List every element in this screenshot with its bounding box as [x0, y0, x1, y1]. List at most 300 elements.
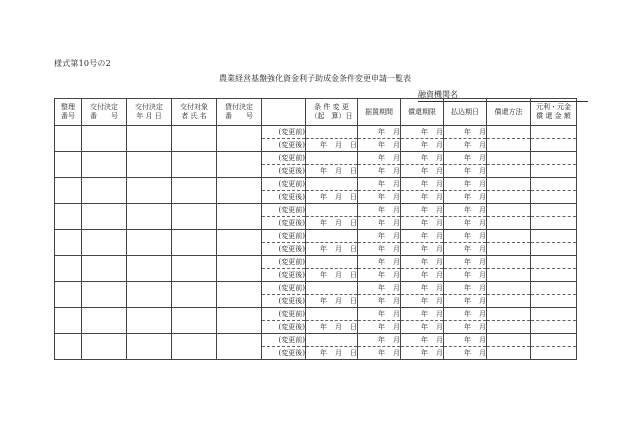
year-unit: 年	[378, 284, 385, 292]
ganri-cell[interactable]	[531, 347, 577, 360]
month-unit: 月	[436, 167, 443, 175]
shokan-kigen-cell[interactable]	[401, 334, 444, 347]
haraikomi-cell[interactable]	[444, 308, 487, 321]
year-unit: 年	[378, 271, 385, 279]
ganri-cell[interactable]	[531, 308, 577, 321]
day-unit: 日	[350, 141, 357, 149]
month-unit: 月	[479, 167, 486, 175]
day-unit: 日	[350, 219, 357, 227]
ganri-cell[interactable]	[531, 178, 577, 191]
header-shokan-hoho: 償還方法	[487, 99, 531, 126]
kashitsuke-cell[interactable]	[217, 230, 262, 256]
kashitsuke-cell[interactable]	[217, 334, 262, 360]
month-unit: 月	[479, 336, 486, 344]
haraikomi-cell[interactable]	[444, 230, 487, 243]
year-unit: 年	[320, 141, 327, 149]
day-unit: 日	[350, 167, 357, 175]
month-unit: 月	[436, 141, 443, 149]
shokan-kigen-cell[interactable]	[401, 230, 444, 243]
month-unit: 月	[479, 206, 486, 214]
document-title: 農業経営基盤強化資金利子助成金条件変更申請一覧表	[219, 74, 411, 83]
shokan-kigen-cell[interactable]	[401, 243, 444, 256]
month-unit: 月	[393, 323, 400, 331]
year-unit: 年	[378, 167, 385, 175]
header-seiri: 整理 番号	[55, 99, 82, 126]
change-date-cell[interactable]	[306, 139, 358, 152]
kofu-target-cell[interactable]	[172, 308, 217, 334]
haraikomi-cell[interactable]	[444, 217, 487, 230]
sueoki-cell[interactable]	[358, 178, 401, 191]
change-date-cell[interactable]	[306, 243, 358, 256]
year-unit: 年	[421, 141, 428, 149]
kofu-target-cell[interactable]	[172, 282, 217, 308]
kofu-date-cell[interactable]	[127, 204, 172, 230]
haraikomi-cell[interactable]	[444, 321, 487, 334]
month-unit: 月	[436, 284, 443, 292]
ganri-cell[interactable]	[531, 243, 577, 256]
year-unit: 年	[464, 271, 471, 279]
kofu-no-cell[interactable]	[82, 256, 127, 282]
seiri-cell[interactable]	[55, 178, 82, 204]
change-before-label: (変更前)	[262, 282, 306, 295]
ganri-cell[interactable]	[531, 126, 577, 139]
seiri-cell[interactable]	[55, 256, 82, 282]
year-unit: 年	[320, 167, 327, 175]
year-unit: 年	[378, 323, 385, 331]
kofu-no-cell[interactable]	[82, 308, 127, 334]
shokan-hoho-cell[interactable]	[487, 152, 531, 165]
change-date-cell[interactable]	[306, 334, 358, 347]
table-row-before	[55, 256, 577, 269]
change-date-cell[interactable]	[306, 347, 358, 360]
sueoki-cell[interactable]	[358, 269, 401, 282]
sueoki-cell[interactable]	[358, 126, 401, 139]
year-unit: 年	[320, 219, 327, 227]
month-unit: 月	[393, 232, 400, 240]
kofu-date-cell[interactable]	[127, 334, 172, 360]
haraikomi-cell[interactable]	[444, 269, 487, 282]
kofu-target-cell[interactable]	[172, 204, 217, 230]
month-unit: 月	[335, 193, 342, 201]
year-unit: 年	[378, 180, 385, 188]
month-unit: 月	[479, 219, 486, 227]
year-unit: 年	[464, 232, 471, 240]
kofu-no-cell[interactable]	[82, 204, 127, 230]
haraikomi-cell[interactable]	[444, 295, 487, 308]
sueoki-cell[interactable]	[358, 139, 401, 152]
month-unit: 月	[436, 245, 443, 253]
month-unit: 月	[436, 180, 443, 188]
day-unit: 日	[350, 297, 357, 305]
change-before-label: (変更前)	[262, 204, 306, 217]
kofu-date-cell[interactable]	[127, 230, 172, 256]
kofu-target-cell[interactable]	[172, 178, 217, 204]
year-unit: 年	[421, 310, 428, 318]
header-sueoki: 据置期間	[358, 99, 401, 126]
kashitsuke-cell[interactable]	[217, 282, 262, 308]
kofu-no-cell[interactable]	[82, 178, 127, 204]
year-unit: 年	[378, 128, 385, 136]
sueoki-cell[interactable]	[358, 321, 401, 334]
shokan-hoho-cell[interactable]	[487, 347, 531, 360]
kashitsuke-cell[interactable]	[217, 152, 262, 178]
year-unit: 年	[464, 284, 471, 292]
year-unit: 年	[464, 310, 471, 318]
month-unit: 月	[335, 141, 342, 149]
year-unit: 年	[464, 167, 471, 175]
kofu-target-cell[interactable]	[172, 230, 217, 256]
month-unit: 月	[393, 154, 400, 162]
kofu-date-cell[interactable]	[127, 256, 172, 282]
seiri-cell[interactable]	[55, 230, 82, 256]
year-unit: 年	[464, 206, 471, 214]
year-unit: 年	[378, 141, 385, 149]
sueoki-cell[interactable]	[358, 152, 401, 165]
year-unit: 年	[320, 349, 327, 357]
header-kofu-target: 交付対象 者 氏 名	[172, 99, 217, 126]
ganri-cell[interactable]	[531, 230, 577, 243]
month-unit: 月	[335, 323, 342, 331]
change-after-label: (変更後)	[262, 139, 306, 152]
ganri-cell[interactable]	[531, 139, 577, 152]
year-unit: 年	[421, 245, 428, 253]
month-unit: 月	[436, 219, 443, 227]
kofu-date-cell[interactable]	[127, 178, 172, 204]
shokan-hoho-cell[interactable]	[487, 126, 531, 139]
change-date-cell[interactable]	[306, 191, 358, 204]
shokan-hoho-cell[interactable]	[487, 334, 531, 347]
ganri-cell[interactable]	[531, 152, 577, 165]
kashitsuke-cell[interactable]	[217, 178, 262, 204]
change-before-label: (変更前)	[262, 126, 306, 139]
header-kofu-date: 交付決定 年 月 日	[127, 99, 172, 126]
change-date-cell[interactable]	[306, 152, 358, 165]
shokan-kigen-cell[interactable]	[401, 269, 444, 282]
haraikomi-cell[interactable]	[444, 204, 487, 217]
month-unit: 月	[335, 297, 342, 305]
haraikomi-cell[interactable]	[444, 126, 487, 139]
year-unit: 年	[378, 219, 385, 227]
year-unit: 年	[464, 336, 471, 344]
ganri-cell[interactable]	[531, 217, 577, 230]
haraikomi-cell[interactable]	[444, 347, 487, 360]
kofu-target-cell[interactable]	[172, 334, 217, 360]
ganri-cell[interactable]	[531, 204, 577, 217]
sueoki-cell[interactable]	[358, 165, 401, 178]
month-unit: 月	[393, 297, 400, 305]
ganri-cell[interactable]	[531, 321, 577, 334]
form-number: 様式第10号の2	[54, 59, 111, 68]
shokan-kigen-cell[interactable]	[401, 321, 444, 334]
kashitsuke-cell[interactable]	[217, 308, 262, 334]
table-row-before	[55, 126, 577, 139]
header-blank	[262, 99, 306, 126]
year-unit: 年	[421, 336, 428, 344]
year-unit: 年	[421, 128, 428, 136]
year-unit: 年	[378, 349, 385, 357]
year-unit: 年	[421, 323, 428, 331]
haraikomi-cell[interactable]	[444, 243, 487, 256]
application-table	[54, 98, 577, 360]
change-date-cell[interactable]	[306, 321, 358, 334]
change-before-label: (変更前)	[262, 308, 306, 321]
change-before-label: (変更前)	[262, 152, 306, 165]
month-unit: 月	[479, 271, 486, 279]
month-unit: 月	[335, 245, 342, 253]
month-unit: 月	[393, 258, 400, 266]
year-unit: 年	[378, 245, 385, 253]
shokan-hoho-cell[interactable]	[487, 308, 531, 321]
year-unit: 年	[378, 297, 385, 305]
kofu-no-cell[interactable]	[82, 334, 127, 360]
month-unit: 月	[393, 180, 400, 188]
day-unit: 日	[350, 193, 357, 201]
institution-name-label: 融資機関名	[418, 90, 458, 99]
haraikomi-cell[interactable]	[444, 152, 487, 165]
haraikomi-cell[interactable]	[444, 191, 487, 204]
shokan-hoho-cell[interactable]	[487, 269, 531, 282]
shokan-kigen-cell[interactable]	[401, 282, 444, 295]
change-after-label: (変更後)	[262, 217, 306, 230]
shokan-hoho-cell[interactable]	[487, 243, 531, 256]
shokan-kigen-cell[interactable]	[401, 347, 444, 360]
month-unit: 月	[436, 206, 443, 214]
month-unit: 月	[393, 349, 400, 357]
month-unit: 月	[335, 271, 342, 279]
year-unit: 年	[464, 219, 471, 227]
sueoki-cell[interactable]	[358, 243, 401, 256]
year-unit: 年	[378, 206, 385, 214]
kofu-date-cell[interactable]	[127, 126, 172, 152]
shokan-kigen-cell[interactable]	[401, 256, 444, 269]
year-unit: 年	[421, 271, 428, 279]
sueoki-cell[interactable]	[358, 191, 401, 204]
shokan-kigen-cell[interactable]	[401, 152, 444, 165]
shokan-kigen-cell[interactable]	[401, 308, 444, 321]
seiri-cell[interactable]	[55, 204, 82, 230]
year-unit: 年	[464, 141, 471, 149]
seiri-cell[interactable]	[55, 126, 82, 152]
year-unit: 年	[464, 323, 471, 331]
change-date-cell[interactable]	[306, 282, 358, 295]
kashitsuke-cell[interactable]	[217, 204, 262, 230]
sueoki-cell[interactable]	[358, 217, 401, 230]
shokan-hoho-cell[interactable]	[487, 204, 531, 217]
change-date-cell[interactable]	[306, 126, 358, 139]
haraikomi-cell[interactable]	[444, 334, 487, 347]
month-unit: 月	[436, 232, 443, 240]
shokan-kigen-cell[interactable]	[401, 191, 444, 204]
header-kashitsuke: 貸付決定 番 号	[217, 99, 262, 126]
sueoki-cell[interactable]	[358, 256, 401, 269]
change-after-label: (変更後)	[262, 269, 306, 282]
day-unit: 日	[350, 271, 357, 279]
shokan-kigen-cell[interactable]	[401, 126, 444, 139]
sueoki-cell[interactable]	[358, 347, 401, 360]
shokan-kigen-cell[interactable]	[401, 165, 444, 178]
seiri-cell[interactable]	[55, 334, 82, 360]
month-unit: 月	[436, 128, 443, 136]
shokan-hoho-cell[interactable]	[487, 139, 531, 152]
month-unit: 月	[393, 206, 400, 214]
change-before-label: (変更前)	[262, 256, 306, 269]
year-unit: 年	[421, 258, 428, 266]
change-after-label: (変更後)	[262, 295, 306, 308]
year-unit: 年	[320, 271, 327, 279]
month-unit: 月	[436, 310, 443, 318]
month-unit: 月	[393, 193, 400, 201]
month-unit: 月	[436, 323, 443, 331]
month-unit: 月	[393, 167, 400, 175]
kofu-target-cell[interactable]	[172, 152, 217, 178]
year-unit: 年	[421, 167, 428, 175]
month-unit: 月	[479, 284, 486, 292]
shokan-hoho-cell[interactable]	[487, 321, 531, 334]
month-unit: 月	[335, 219, 342, 227]
month-unit: 月	[479, 141, 486, 149]
month-unit: 月	[393, 284, 400, 292]
month-unit: 月	[335, 349, 342, 357]
change-after-label: (変更後)	[262, 165, 306, 178]
change-date-cell[interactable]	[306, 269, 358, 282]
month-unit: 月	[479, 232, 486, 240]
shokan-kigen-cell[interactable]	[401, 217, 444, 230]
shokan-hoho-cell[interactable]	[487, 256, 531, 269]
kofu-no-cell[interactable]	[82, 282, 127, 308]
kofu-target-cell[interactable]	[172, 256, 217, 282]
year-unit: 年	[421, 219, 428, 227]
change-before-label: (変更前)	[262, 334, 306, 347]
month-unit: 月	[479, 349, 486, 357]
header-haraikomi: 払込期日	[444, 99, 487, 126]
month-unit: 月	[479, 310, 486, 318]
haraikomi-cell[interactable]	[444, 139, 487, 152]
sueoki-cell[interactable]	[358, 334, 401, 347]
year-unit: 年	[464, 154, 471, 162]
table-row-before	[55, 308, 577, 321]
day-unit: 日	[350, 323, 357, 331]
shokan-kigen-cell[interactable]	[401, 139, 444, 152]
haraikomi-cell[interactable]	[444, 165, 487, 178]
change-date-cell[interactable]	[306, 295, 358, 308]
shokan-kigen-cell[interactable]	[401, 178, 444, 191]
table-row-before	[55, 204, 577, 217]
month-unit: 月	[436, 297, 443, 305]
ganri-cell[interactable]	[531, 191, 577, 204]
table-row-before	[55, 230, 577, 243]
year-unit: 年	[320, 297, 327, 305]
year-unit: 年	[421, 206, 428, 214]
kofu-no-cell[interactable]	[82, 152, 127, 178]
month-unit: 月	[479, 258, 486, 266]
change-date-cell[interactable]	[306, 204, 358, 217]
month-unit: 月	[479, 245, 486, 253]
year-unit: 年	[464, 297, 471, 305]
month-unit: 月	[479, 154, 486, 162]
shokan-hoho-cell[interactable]	[487, 282, 531, 295]
month-unit: 月	[335, 167, 342, 175]
table-row-before	[55, 334, 577, 347]
ganri-cell[interactable]	[531, 282, 577, 295]
shokan-hoho-cell[interactable]	[487, 165, 531, 178]
header-row	[55, 99, 577, 126]
year-unit: 年	[421, 297, 428, 305]
shokan-hoho-cell[interactable]	[487, 178, 531, 191]
year-unit: 年	[378, 154, 385, 162]
shokan-hoho-cell[interactable]	[487, 230, 531, 243]
change-date-cell[interactable]	[306, 256, 358, 269]
shokan-hoho-cell[interactable]	[487, 217, 531, 230]
ganri-cell[interactable]	[531, 334, 577, 347]
sueoki-cell[interactable]	[358, 308, 401, 321]
year-unit: 年	[320, 245, 327, 253]
haraikomi-cell[interactable]	[444, 178, 487, 191]
header-ganri: 元利・元金 償 還 金 額	[531, 99, 577, 126]
shokan-kigen-cell[interactable]	[401, 295, 444, 308]
shokan-hoho-cell[interactable]	[487, 295, 531, 308]
kofu-no-cell[interactable]	[82, 126, 127, 152]
change-before-label: (変更前)	[262, 178, 306, 191]
kashitsuke-cell[interactable]	[217, 256, 262, 282]
change-date-cell[interactable]	[306, 165, 358, 178]
change-after-label: (変更後)	[262, 321, 306, 334]
month-unit: 月	[436, 349, 443, 357]
change-date-cell[interactable]	[306, 230, 358, 243]
month-unit: 月	[393, 336, 400, 344]
year-unit: 年	[421, 349, 428, 357]
year-unit: 年	[421, 180, 428, 188]
change-after-label: (変更後)	[262, 243, 306, 256]
kofu-no-cell[interactable]	[82, 230, 127, 256]
month-unit: 月	[479, 297, 486, 305]
header-shokan-kigen: 償還期限	[401, 99, 444, 126]
kofu-date-cell[interactable]	[127, 308, 172, 334]
haraikomi-cell[interactable]	[444, 256, 487, 269]
seiri-cell[interactable]	[55, 282, 82, 308]
ganri-cell[interactable]	[531, 269, 577, 282]
month-unit: 月	[436, 154, 443, 162]
change-date-cell[interactable]	[306, 217, 358, 230]
change-date-cell[interactable]	[306, 178, 358, 191]
day-unit: 日	[350, 349, 357, 357]
shokan-hoho-cell[interactable]	[487, 191, 531, 204]
kofu-target-cell[interactable]	[172, 126, 217, 152]
shokan-kigen-cell[interactable]	[401, 204, 444, 217]
day-unit: 日	[350, 245, 357, 253]
header-change-date: 条 件 変 更 （起 算）日	[306, 99, 358, 126]
sueoki-cell[interactable]	[358, 282, 401, 295]
change-date-cell[interactable]	[306, 308, 358, 321]
table-row-before	[55, 178, 577, 191]
year-unit: 年	[464, 245, 471, 253]
kofu-date-cell[interactable]	[127, 152, 172, 178]
ganri-cell[interactable]	[531, 295, 577, 308]
month-unit: 月	[479, 323, 486, 331]
kofu-date-cell[interactable]	[127, 282, 172, 308]
year-unit: 年	[421, 154, 428, 162]
ganri-cell[interactable]	[531, 256, 577, 269]
haraikomi-cell[interactable]	[444, 282, 487, 295]
seiri-cell[interactable]	[55, 308, 82, 334]
sueoki-cell[interactable]	[358, 230, 401, 243]
ganri-cell[interactable]	[531, 165, 577, 178]
year-unit: 年	[464, 349, 471, 357]
sueoki-cell[interactable]	[358, 204, 401, 217]
seiri-cell[interactable]	[55, 152, 82, 178]
sueoki-cell[interactable]	[358, 295, 401, 308]
kashitsuke-cell[interactable]	[217, 126, 262, 152]
month-unit: 月	[436, 271, 443, 279]
